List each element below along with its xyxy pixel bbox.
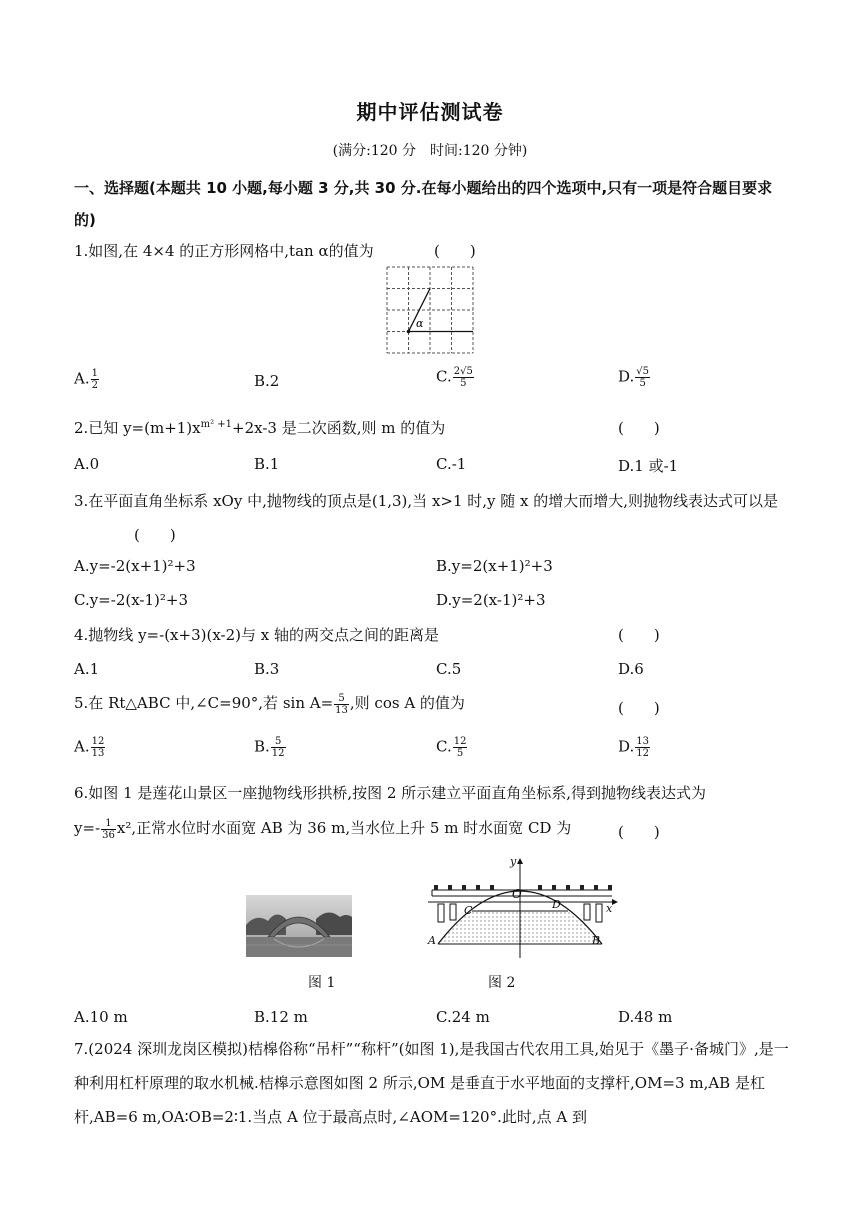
q1-option-a[interactable]: A. $\frac{1}{2}$ [74,368,98,391]
point-c-label: C [464,904,473,917]
bridge-photo [246,895,352,957]
page-title: 期中评估测试卷 [356,100,504,124]
x-axis-label: x [606,902,613,915]
grid-figure [386,266,476,356]
q6-option-b[interactable]: B.12 m [254,1008,308,1026]
question-3: 3.在平面直角坐标系 xOy 中,抛物线的顶点是(1,3),当 x>1 时,y 随 x 的增大而增大,则抛物线表达式可以是( ) [74,492,779,544]
section-heading: 一、选择题(本题共 10 小题,每小题 3 分,共 30 分.在每小题给出的四个选项中,只有一项是符合题目要求的) [74,179,773,229]
alpha-label: α [416,317,424,330]
q6-option-d[interactable]: D.48 m [618,1008,673,1026]
q2-option-c[interactable]: C.-1 [436,455,467,473]
q3-option-c[interactable]: C.y=-2(x-1)²+3 [74,591,189,609]
q1-option-d[interactable]: D. $\frac{√5}{5}$ [618,366,649,389]
q3-option-a[interactable]: A.y=-2(x+1)²+3 [74,557,196,575]
q6-option-a[interactable]: A.10 m [74,1008,128,1026]
question-2-paren: ( ) [618,419,660,437]
q5-option-d[interactable]: D. $\frac{13}{12}$ [618,736,649,759]
bridge-diagram [424,856,620,958]
question-5: 5.在 Rt△ABC 中,∠C=90°,若 sin A= $\frac{5}{13}$ ,则 cos A 的值为 [74,692,465,716]
figure-1-caption: 图 1 [308,975,336,991]
question-6-line1: 6.如图 1 是莲花山景区一座抛物线形拱桥,按图 2 所示建立平面直角坐标系,得到抛物线表达式为 [74,784,707,802]
question-6-paren: ( ) [618,823,660,841]
point-b-label: B [592,934,601,947]
q4-option-a[interactable]: A.1 [74,660,100,678]
question-6-line2: y=- $\frac{1}{36}$ x²,正常水位时水面宽 AB 为 36 m,当水位上升 5 m 时水面宽 CD 为 [74,817,572,841]
q5-option-c[interactable]: C. $\frac{12}{5}$ [436,736,467,759]
point-d-label: D [552,898,561,911]
question-5-paren: ( ) [618,699,660,717]
figure-2-caption: 图 2 [488,975,516,991]
question-4-paren: ( ) [618,626,660,644]
q5-option-a[interactable]: A. $\frac{12}{13}$ [74,736,105,759]
y-axis-label: y [510,856,517,868]
question-1-text: 1.如图,在 4×4 的正方形网格中,tan α的值为 [74,242,374,260]
question-1-paren: ( ) [434,242,476,260]
q3-option-b[interactable]: B.y=2(x+1)²+3 [436,557,553,575]
q5-option-b[interactable]: B. $\frac{5}{12}$ [254,736,285,759]
q3-option-d[interactable]: D.y=2(x-1)²+3 [436,591,546,609]
question-1 [74,240,374,261]
q2-option-b[interactable]: B.1 [254,455,280,473]
question-2: 2.已知 $y=(m+1)x^{m^2 +1}+2x-3$ 是二次函数,则 m 的值为 [74,419,446,437]
q2-option-d[interactable]: D.1 或-1 [618,457,679,475]
q6-option-c[interactable]: C.24 m [436,1008,490,1026]
q4-option-b[interactable]: B.3 [254,660,280,678]
question-7: 7.(2024 深圳龙岗区模拟)桔槔俗称“吊杆”“称杆”(如图 1),是我国古代农用工具,始见于《墨子·备城门》,是一种利用杠杆原理的取水机械.桔槔示意图如图 2 所示,OM 是垂直于水平地面的支撑杆,OM=3 m,AB 是杠杆,AB=6 m,OA∶OB=2∶1.当点 A 位于最高点时,∠AOM=120°.此时,点 A 到 [74,1040,789,1126]
q4-option-c[interactable]: C.5 [436,660,462,678]
q1-option-b[interactable]: B.2 [254,372,280,390]
q1-option-c[interactable]: C. $\frac{2√5}{5}$ [436,366,473,389]
question-4: 4.抛物线 y=-(x+3)(x-2)与 x 轴的两交点之间的距离是 [74,626,439,644]
q2-option-a[interactable]: A.0 [74,455,100,473]
origin-label: O [512,887,522,901]
q4-option-d[interactable]: D.6 [618,660,644,678]
point-a-label: A [428,934,436,947]
exam-info: (满分:120 分 时间:120 分钟) [332,143,528,159]
